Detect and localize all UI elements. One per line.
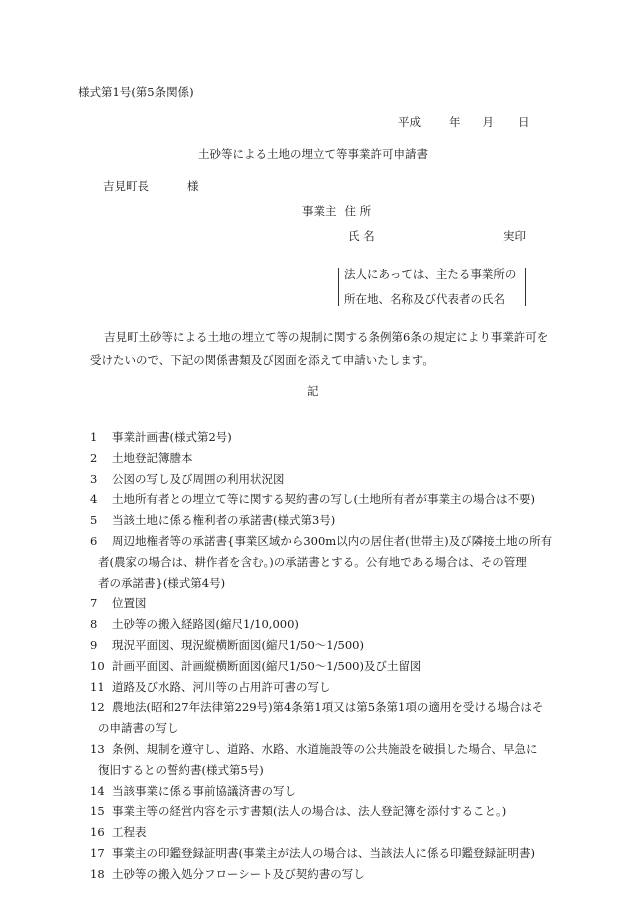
list-item-number: 9 <box>90 637 98 652</box>
ki-heading: 記 <box>307 384 319 398</box>
list-item-line: 者(農家の場合は、耕作者を含む。)の承諾書とする。公有地である場合は、その管理 <box>98 554 527 569</box>
list-item-number: 3 <box>90 471 98 486</box>
list-item-number: 6 <box>90 533 98 548</box>
addressee <box>103 181 199 193</box>
list-item-line: 当該事業に係る事前協議済書の写し <box>112 783 296 798</box>
list-item-text <box>112 801 560 822</box>
list-item <box>90 843 560 864</box>
list-item-text <box>112 593 560 614</box>
list-item <box>90 864 560 885</box>
list-item-text <box>112 656 560 677</box>
list-item <box>90 614 560 635</box>
addressee-honorific: 様 <box>187 179 199 193</box>
list-item <box>90 697 560 739</box>
list-item-line: 条例、規制を遵守し、道路、水路、水道施設等の公共施設を破損した場合、早急に <box>112 741 538 756</box>
list-item <box>90 781 560 802</box>
corporate-note-bracket <box>338 268 526 306</box>
list-item-line: 道路及び水路、河川等の占用許可書の写し <box>112 679 331 694</box>
list-item <box>90 427 560 448</box>
list-item-text <box>112 510 560 531</box>
list-item-number: 13 <box>90 741 105 756</box>
list-item-text <box>112 781 560 802</box>
applicant-name-row <box>348 231 375 243</box>
corporate-note-line: 所在地、名称及び代表者の氏名 <box>344 292 505 306</box>
list-item-text <box>112 469 560 490</box>
list-item-line: 土地登記簿謄本 <box>112 450 193 465</box>
date-year: 年 <box>449 115 461 129</box>
list-item-text <box>112 427 560 448</box>
list-item-text <box>98 531 560 593</box>
addressee-name: 吉見町長 <box>103 179 149 193</box>
list-item-number: 4 <box>90 492 98 507</box>
list-item-number: 17 <box>90 845 105 860</box>
list-item-number: 15 <box>90 804 105 819</box>
seal-mark: 実印 <box>503 229 526 243</box>
list-item <box>90 635 560 656</box>
list-item-number: 11 <box>90 679 105 694</box>
list-item-line: 土地所有者との埋立て等に関する契約書の写し(土地所有者が事業主の場合は不要) <box>112 492 535 507</box>
list-item-number: 1 <box>90 430 98 444</box>
list-item-line: 当該土地に係る権利者の承諾書(様式第3号) <box>112 513 336 528</box>
name-label: 氏 名 <box>348 229 375 243</box>
list-item-text <box>112 489 560 510</box>
list-item <box>90 469 560 490</box>
date-day: 日 <box>518 115 530 129</box>
applicant-role: 事業主 <box>302 204 337 218</box>
list-item-number: 16 <box>90 825 105 840</box>
date-line <box>398 117 530 129</box>
list-item <box>90 531 560 593</box>
list-item-line: 周辺地権者等の承諾書{事業区域から300m以内の居住者(世帯主)及び隣接土地の所有 <box>112 533 553 548</box>
list-item-line: 土砂等の搬入経路図(縮尺1/10,000) <box>112 617 299 632</box>
list-item-text <box>112 635 560 656</box>
list-item-number: 14 <box>90 783 105 798</box>
list-item-text <box>112 822 560 843</box>
list-item-text <box>98 697 560 739</box>
list-item-line: 農地法(昭和27年法律第229号)第4条第1項又は第5条第1項の適用を受ける場合はそ <box>112 700 544 715</box>
list-item-number: 10 <box>90 658 105 673</box>
application-statement: 吉見町土砂等による土地の埋立て等の規制に関する条例第6条の規定により事業許可を受けたいので、下記の関係書類及び図面を添えて申請いたします。 <box>90 330 549 367</box>
list-item-line: 事業計画書(様式第2号) <box>112 430 232 444</box>
date-era: 平成 <box>398 115 421 129</box>
list-item-line: 計画平面図、計画縦横断面図(縮尺1/50〜1/500)及び土留図 <box>112 658 422 673</box>
list-item <box>90 739 560 781</box>
list-item-text <box>98 739 560 781</box>
list-item <box>90 510 560 531</box>
date-month: 月 <box>482 115 494 129</box>
address-label: 住 所 <box>344 204 372 218</box>
list-item-line: 事業主等の経営内容を示す書類(法人の場合は、法人登記簿を添付すること。) <box>112 804 507 819</box>
corporate-note-line: 法人にあっては、主たる事業所の <box>344 267 517 281</box>
list-item-number: 18 <box>90 866 105 881</box>
list-item <box>90 801 560 822</box>
list-item-text <box>112 677 560 698</box>
attachment-list <box>90 427 560 885</box>
list-item-line: 土砂等の搬入処分フローシート及び契約書の写し <box>112 866 365 881</box>
list-item-line: 位置図 <box>112 596 147 611</box>
list-item-text <box>112 614 560 635</box>
list-item-number: 2 <box>90 450 98 465</box>
list-item-number: 7 <box>90 596 98 611</box>
list-item-text <box>112 843 560 864</box>
list-item-line: の申請書の写し <box>98 721 179 736</box>
document-title: 土砂等による土地の埋立て等事業許可申請書 <box>198 147 428 161</box>
list-item-number: 8 <box>90 617 98 632</box>
list-item-line: 工程表 <box>112 825 147 840</box>
list-item-line: 者の承諾書}(様式第4号) <box>98 575 226 590</box>
list-item <box>90 448 560 469</box>
list-item <box>90 656 560 677</box>
list-item <box>90 677 560 698</box>
list-item <box>90 822 560 843</box>
list-item-line: 事業主の印鑑登録証明書(事業主が法人の場合は、当該法人に係る印鑑登録証明書) <box>112 845 535 860</box>
list-item-number: 5 <box>90 513 98 528</box>
applicant-address-row <box>302 206 371 218</box>
list-item-number: 12 <box>90 700 105 715</box>
list-item <box>90 593 560 614</box>
list-item-text <box>112 864 560 885</box>
list-item-line: 現況平面図、現況縦横断面図(縮尺1/50〜1/500) <box>112 637 364 652</box>
list-item-text <box>112 448 560 469</box>
form-number: 様式第1号(第5条関係) <box>78 85 194 99</box>
list-item-line: 復旧するとの誓約書(様式第5号) <box>98 762 264 777</box>
list-item <box>90 489 560 510</box>
list-item-line: 公図の写し及び周囲の利用状況図 <box>112 471 285 486</box>
